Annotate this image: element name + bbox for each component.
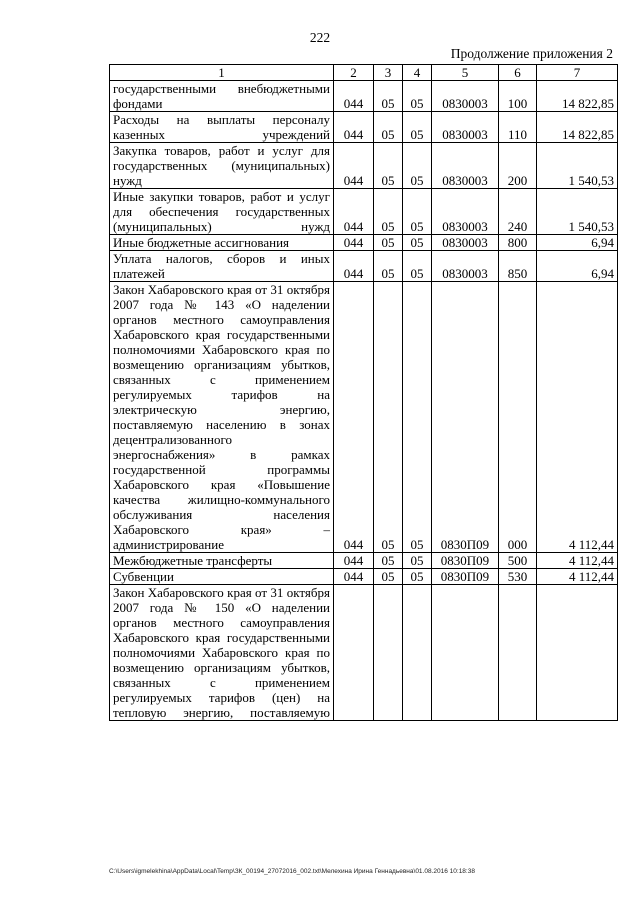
- amount-value: 1 540,53: [537, 189, 618, 235]
- ministry-code: 044: [334, 282, 374, 553]
- header-cell: 6: [499, 65, 537, 81]
- appendix-continuation: Продолжение приложения 2: [450, 46, 613, 61]
- subsection-code: 05: [403, 143, 432, 189]
- subsection-code: 05: [403, 553, 432, 569]
- target-article-code: 0830003: [432, 235, 499, 251]
- page-number: 222: [309, 30, 331, 45]
- header-cell: 3: [374, 65, 403, 81]
- section-code: 05: [374, 569, 403, 585]
- target-article-code: 0830003: [432, 81, 499, 112]
- table-row: [110, 569, 618, 585]
- subsection-code: 05: [403, 235, 432, 251]
- amount-value: 14 822,85: [537, 81, 618, 112]
- ministry-code: [334, 585, 374, 721]
- subsection-code: 05: [403, 81, 432, 112]
- section-code: 05: [374, 81, 403, 112]
- target-article-code: [432, 585, 499, 721]
- ministry-code: 044: [334, 112, 374, 143]
- subsection-code: 05: [403, 251, 432, 282]
- table-row: [110, 189, 618, 235]
- header-row: [110, 65, 618, 81]
- amount-value: [537, 585, 618, 721]
- expense-type-code: 100: [499, 81, 537, 112]
- expense-type-code: 000: [499, 282, 537, 553]
- section-code: 05: [374, 143, 403, 189]
- expense-type-code: 110: [499, 112, 537, 143]
- row-description: Субвенции: [110, 569, 334, 585]
- target-article-code: 0830П09: [432, 553, 499, 569]
- ministry-code: 044: [334, 81, 374, 112]
- footer-file-path: C:\Users\igmelekhina\AppData\Local\Temp\ЗК_00194_27072016_002.txt\Мелехина Ирина Геннадьевна\01.08.2016 10:18:38: [109, 868, 475, 875]
- amount-value: 6,94: [537, 251, 618, 282]
- amount-value: 1 540,53: [537, 143, 618, 189]
- row-description: Закон Хабаровского края от 31 октября 2007 года № 143 «О наделении органов местного самоуправления Хабаровского края государственными полномочиями Хабаровского края по возмещению организациям убытков, связанных с применением регулируемых тарифов на электрическую энергию, поставляемую населению в зонах децентрализованного энергоснабжения» в рамках государственной программы Хабаровского края «Повышение качества жилищно-коммунального обслуживания населения Хабаровского края» – администрирование: [110, 282, 334, 553]
- expense-type-code: 240: [499, 189, 537, 235]
- ministry-code: 044: [334, 251, 374, 282]
- subsection-code: 05: [403, 189, 432, 235]
- amount-value: 14 822,85: [537, 112, 618, 143]
- subsection-code: [403, 585, 432, 721]
- section-code: 05: [374, 251, 403, 282]
- row-description: Закупка товаров, работ и услуг для государственных (муниципальных) нужд: [110, 143, 334, 189]
- subsection-code: 05: [403, 569, 432, 585]
- target-article-code: 0830003: [432, 251, 499, 282]
- section-code: 05: [374, 553, 403, 569]
- table-row: [110, 235, 618, 251]
- table-row: [110, 112, 618, 143]
- target-article-code: 0830003: [432, 189, 499, 235]
- expense-type-code: 800: [499, 235, 537, 251]
- section-code: [374, 585, 403, 721]
- target-article-code: 0830П09: [432, 282, 499, 553]
- expense-type-code: 500: [499, 553, 537, 569]
- header-cell: 2: [334, 65, 374, 81]
- row-description: государственными внебюджетными фондами: [110, 81, 334, 112]
- header-cell: 1: [110, 65, 334, 81]
- expense-type-code: 200: [499, 143, 537, 189]
- row-description: Иные бюджетные ассигнования: [110, 235, 334, 251]
- ministry-code: 044: [334, 189, 374, 235]
- header-cell: 5: [432, 65, 499, 81]
- amount-value: 4 112,44: [537, 569, 618, 585]
- target-article-code: 0830003: [432, 112, 499, 143]
- section-code: 05: [374, 235, 403, 251]
- table-row: [110, 553, 618, 569]
- subsection-code: 05: [403, 112, 432, 143]
- section-code: 05: [374, 282, 403, 553]
- ministry-code: 044: [334, 235, 374, 251]
- table-row: [110, 143, 618, 189]
- expense-type-code: 530: [499, 569, 537, 585]
- table-row: [110, 81, 618, 112]
- row-description: Расходы на выплаты персоналу казенных учреждений: [110, 112, 334, 143]
- expense-type-code: 850: [499, 251, 537, 282]
- table-row: [110, 282, 618, 553]
- subsection-code: 05: [403, 282, 432, 553]
- amount-value: 4 112,44: [537, 282, 618, 553]
- section-code: 05: [374, 112, 403, 143]
- row-description: Межбюджетные трансферты: [110, 553, 334, 569]
- header-cell: 4: [403, 65, 432, 81]
- ministry-code: 044: [334, 553, 374, 569]
- table-row: [110, 251, 618, 282]
- expense-type-code: [499, 585, 537, 721]
- target-article-code: 0830П09: [432, 569, 499, 585]
- row-description: Закон Хабаровского края от 31 октября 2007 года № 150 «О наделении органов местного самоуправления Хабаровского края государственными полномочиями Хабаровского края по возмещению организациям убытков, связанных с применением регулируемых тарифов (цен) на тепловую энергию, поставляемую: [110, 585, 334, 721]
- budget-table: [109, 64, 618, 721]
- row-description: Уплата налогов, сборов и иных платежей: [110, 251, 334, 282]
- ministry-code: 044: [334, 569, 374, 585]
- table-row: [110, 585, 618, 721]
- amount-value: 4 112,44: [537, 553, 618, 569]
- target-article-code: 0830003: [432, 143, 499, 189]
- section-code: 05: [374, 189, 403, 235]
- ministry-code: 044: [334, 143, 374, 189]
- row-description: Иные закупки товаров, работ и услуг для обеспечения государственных (муниципальных) нужд: [110, 189, 334, 235]
- header-cell: 7: [537, 65, 618, 81]
- amount-value: 6,94: [537, 235, 618, 251]
